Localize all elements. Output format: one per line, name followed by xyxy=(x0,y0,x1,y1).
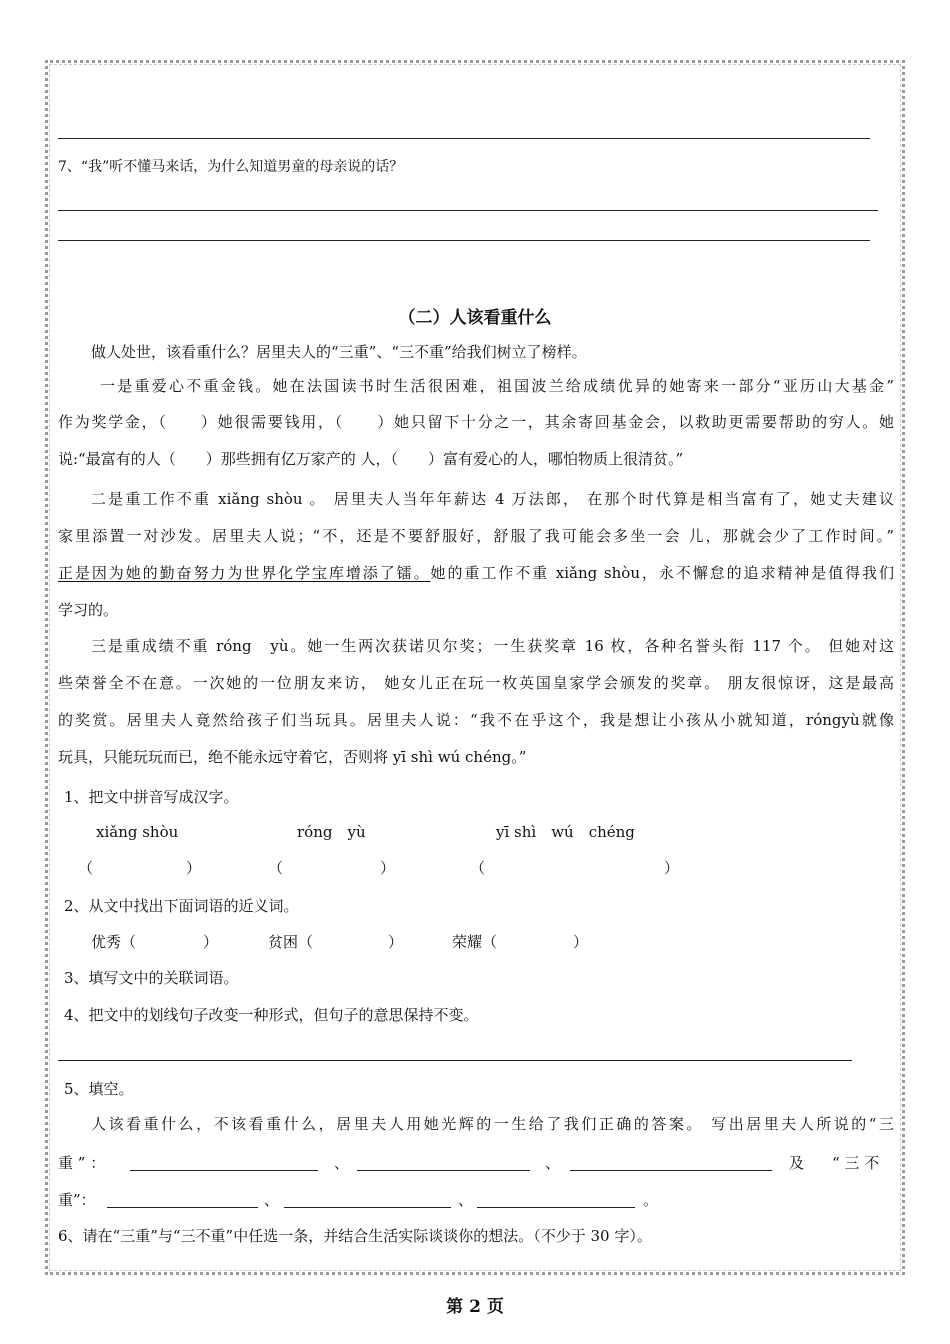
answer-paren-open: （ xyxy=(268,859,284,877)
passage-line: 学习的。 xyxy=(58,601,119,619)
passage-text: 她的重工作不重 xiǎng shòu，永不懈怠的追求精神是值得我们 xyxy=(430,564,894,582)
passage-line: 家里添置一对沙发。居里夫人说；“不，还是不要舒服好，舒服了我可能会多坐一会 儿，那就会少了工作时间。” xyxy=(58,527,894,545)
answer-line xyxy=(58,1060,852,1061)
answer-line xyxy=(58,240,870,241)
passage-line: 作为奖学金，（ ）她很需要钱用，（ ）她只留下十分之一，其余寄回基金会，以救助更需要帮助的穷人。她 xyxy=(58,413,894,431)
question-5-text: 人该看重什么，不该看重什么，居里夫人用她光辉的一生给了我们正确的答案。 写出居里夫人所说的“三 xyxy=(91,1115,894,1133)
answer-paren-close: ） xyxy=(664,859,680,877)
question-7: 7、“我”听不懂马来话，为什么知道男童的母亲说的话？ xyxy=(58,159,404,175)
synonym-item: 优秀（ xyxy=(91,933,137,951)
synonym-item: 荣耀（ xyxy=(452,933,498,951)
answer-paren-close: ） xyxy=(186,859,202,877)
answer-line xyxy=(58,210,878,211)
question-4: 4、把文中的划线句子改变一种形式，但句子的意思保持不变。 xyxy=(64,1006,479,1024)
passage-line: 三是重成绩不重 róng yù。她一生两次获诺贝尔奖；一生获奖章 16 枚，各种名誉头衔 117 个。 但她对这 xyxy=(91,637,894,655)
fill-and: 及 xyxy=(789,1154,805,1172)
answer-line xyxy=(58,138,870,139)
page-number: 第 2 页 xyxy=(446,1297,504,1317)
fill-sep: 、 xyxy=(334,1154,350,1172)
passage-line xyxy=(58,555,894,592)
fill-label: “ 三 不 xyxy=(832,1154,880,1172)
answer-paren-close: ） xyxy=(380,859,396,877)
passage-line: 些荣誉全不在意。一次她的一位朋友来访， 她女儿正在玩一枚英国皇家学会颁发的奖章。 朋友很惊讶，这是最高 xyxy=(58,674,894,692)
passage-line: 的奖赏。居里夫人竟然给孩子们当玩具。居里夫人说：“我不在乎这个，我是想让小孩从小就知道，róngyù就像 xyxy=(58,711,894,729)
passage-paragraph: 做人处世，该看重什么？居里夫人的“三重”、“三不重”给我们树立了榜样。 xyxy=(91,343,587,361)
fill-blank xyxy=(107,1207,258,1208)
section-title: （二）人该看重什么 xyxy=(398,308,552,328)
fill-blank xyxy=(477,1207,635,1208)
passage-line: 说:“最富有的人（ ）那些拥有亿万家产的 人，（ ）富有爱心的人，哪怕物质上很清贫。” xyxy=(58,450,684,468)
answer-paren-open: （ xyxy=(470,859,486,877)
synonym-close: ） xyxy=(388,933,404,951)
question-1: 1、把文中拼音写成汉字。 xyxy=(64,788,239,806)
fill-label: 重 ” ： xyxy=(58,1154,106,1172)
synonym-close: ） xyxy=(203,933,219,951)
fill-sep: 、 xyxy=(458,1191,474,1209)
synonym-item: 贫困（ xyxy=(268,933,314,951)
pinyin-item: yī shì wú chéng xyxy=(496,823,635,841)
synonym-close: ） xyxy=(573,933,589,951)
fill-blank xyxy=(357,1170,530,1171)
fill-sep: 、 xyxy=(545,1154,561,1172)
fill-blank xyxy=(130,1170,318,1171)
question-2: 2、从文中找出下面词语的近义词。 xyxy=(64,897,299,915)
pinyin-item: róng yù xyxy=(297,823,366,841)
fill-blank xyxy=(570,1170,772,1171)
passage-line: 一是重爱心不重金钱。她在法国读书时生活很困难，祖国波兰给成绩优异的她寄来一部分“亚历山大基金” xyxy=(100,377,894,395)
question-5: 5、填空。 xyxy=(64,1080,134,1098)
question-6: 6、请在“三重”与“三不重”中任选一条，并结合生活实际谈谈你的想法。（不少于 30 字）。 xyxy=(58,1227,652,1245)
answer-paren-open: （ xyxy=(78,859,94,877)
fill-end: 。 xyxy=(643,1191,659,1209)
fill-label: 重”： xyxy=(58,1191,96,1209)
passage-line: 二是重工作不重 xiǎng shòu 。 居里夫人当年年薪达 4 万法郎， 在那个时代算是相当富有了，她丈夫建议 xyxy=(91,490,894,508)
question-3: 3、填写文中的关联词语。 xyxy=(64,969,239,987)
fill-blank xyxy=(284,1207,451,1208)
fill-sep: 、 xyxy=(264,1191,280,1209)
pinyin-item: xiǎng shòu xyxy=(96,823,179,841)
underlined-sentence: 正是因为她的勤奋努力为世界化学宝库增添了镭。 xyxy=(58,564,431,582)
passage-line: 玩具，只能玩玩而已，绝不能永远守着它，否则将 yī shì wú chéng。” xyxy=(58,748,527,766)
